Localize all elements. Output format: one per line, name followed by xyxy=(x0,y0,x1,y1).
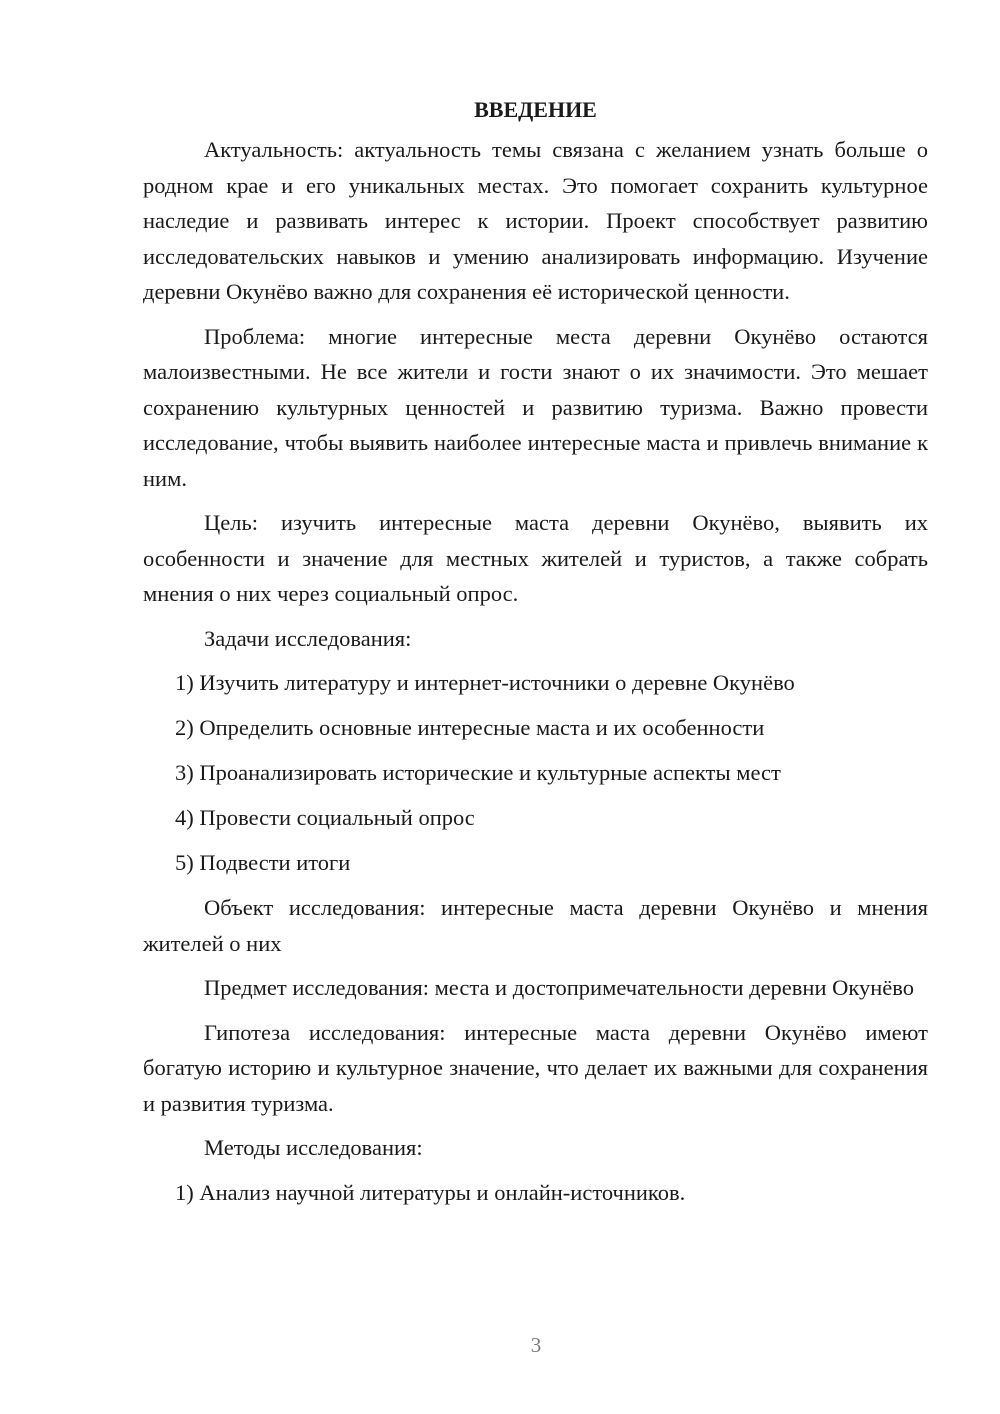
task-item-2: 2) Определить основные интересные маста и их особенности xyxy=(175,715,765,740)
task-item-1: 1) Изучить литературу и интернет-источники о деревне Окунёво xyxy=(175,670,795,695)
page-number: 3 xyxy=(530,1333,542,1357)
method-item-1: 1) Анализ научной литературы и онлайн-источников. xyxy=(175,1179,686,1205)
methods-heading: Методы исследования: xyxy=(204,1135,423,1160)
hypothesis-paragraph: Гипотеза исследования: интересные маста деревни Окунёво имеют богатую историю и культурное значение, что делает их важными для сохранения и развития туризма. xyxy=(143,1019,928,1116)
relevance-paragraph: Актуальность: актуальность темы связана с желанием узнать больше о родном крае и его уникальных местах. Это помогает сохранить культурное наследие и развивать интерес к истории. Проект способствует развитию исследовательских навыков и умению анализировать информацию. Изучение деревни Окунёво важно для сохранения её исторической ценности. xyxy=(143,137,928,304)
tasks-heading: Задачи исследования: xyxy=(204,625,412,651)
goal-paragraph: Цель: изучить интересные маста деревни Окунёво, выявить их особенности и значение для местных жителей и туристов, а также собрать мнения о них через социальный опрос. xyxy=(143,510,928,606)
task-item-4: 4) Провести социальный опрос xyxy=(175,805,475,830)
page-title: ВВЕДЕНИЕ xyxy=(474,97,597,122)
subject-paragraph: Предмет исследования: места и достопримечательности деревни Окунёво xyxy=(204,975,914,1000)
task-item-3: 3) Проанализировать исторические и культурные аспекты мест xyxy=(175,760,781,785)
task-item-5: 5) Подвести итоги xyxy=(175,850,351,875)
object-paragraph: Объект исследования: интересные маста деревни Окунёво и мнения жителей о них xyxy=(143,895,928,956)
page-content xyxy=(143,88,928,1220)
problem-paragraph: Проблема: многие интересные места деревни Окунёво остаются малоизвестными. Не все жители и гости знают о их значимости. Это мешает сохранению культурных ценностей и развитию туризма. Важно провести исследование, чтобы выявить наиболее интересные маста и привлечь внимание к ним. xyxy=(143,323,928,491)
